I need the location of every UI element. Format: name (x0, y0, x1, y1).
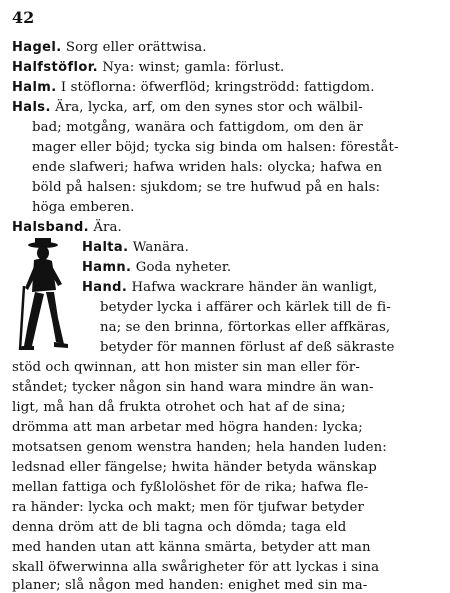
text-line: drömma att man arbetar med högra handen: lycka; (12, 420, 363, 435)
entry-hagel (12, 40, 207, 55)
headword: Halfstöflor. (12, 60, 98, 75)
definition: Ära. (89, 220, 122, 235)
definition: Wanära. (128, 240, 189, 255)
entry-halsband (12, 220, 122, 235)
entry-halta (82, 240, 189, 255)
text-line: stöd och qwinnan, att hon mister sin man eller för- (12, 360, 360, 375)
headword: Halm. (12, 80, 57, 95)
text-line: denna dröm att de bli tagna och dömda; taga eld (12, 520, 347, 535)
headword: Hagel. (12, 40, 62, 55)
definition: Sorg eller orättwisa. (61, 40, 207, 55)
definition: I stöflorna: öfwerflöd; kringströdd: fattigdom. (56, 80, 375, 95)
text-line: skall öfwerwinna alla swårigheter för att lyckas i sina (12, 560, 380, 575)
text-line: böld på halsen: sjukdom; se tre hufwud på en hals: (32, 180, 381, 195)
headword: Hand. (82, 280, 128, 295)
text-line: mellan fattiga och fyßlolöshet för de rika; hafwa fle- (12, 480, 369, 495)
text-line: ende slafweri; hafwa wriden hals: olycka; hafwa en (32, 160, 383, 175)
entry-hand (82, 280, 378, 295)
walking-man-illustration (10, 238, 74, 352)
definition: Ära, lycka, arf, om den synes stor och wälbil- (50, 100, 363, 115)
headword: Halta. (82, 240, 129, 255)
text-line: motsatsen genom wenstra handen; hela handen luden: (12, 440, 387, 455)
text-line: ra händer: lycka och makt; men för tjufwar betyder (12, 500, 364, 515)
text-line: ligt, må han då frukta otrohet och hat af de sina; (12, 400, 346, 415)
text-line: höga emberen. (32, 200, 135, 215)
text-line: planer; slå någon med handen: enighet med sin ma- (12, 578, 368, 593)
page-number: 42 (12, 8, 35, 27)
text-line: ledsnad eller fängelse; hwita händer betyda wänskap (12, 460, 377, 475)
text-line: mager eller böjd; tycka sig binda om halsen: föreståt- (32, 140, 399, 155)
headword: Hamn. (82, 260, 132, 275)
text-line: na; se den brinna, förtorkas eller affkäras, (100, 320, 391, 335)
entry-halfstoflor (12, 60, 284, 75)
text-line: ståndet; tycker någon sin hand wara mindre än wan- (12, 380, 374, 395)
headword: Hals. (12, 100, 51, 115)
text-line: bad; motgång, wanära och fattigdom, om den är (32, 120, 363, 135)
headword: Halsband. (12, 220, 90, 235)
entry-hals (12, 100, 363, 115)
definition: Hafwa wackrare händer än wanligt, (127, 280, 378, 295)
text-line: betyder för mannen förlust af deß säkraste (100, 340, 395, 355)
text-line: med handen utan att känna smärta, betyder att man (12, 540, 371, 555)
definition: Goda nyheter. (131, 260, 232, 275)
entry-hamn (82, 260, 231, 275)
definition: Nya: winst; gamla: förlust. (98, 60, 285, 75)
entry-halm (12, 80, 375, 95)
text-line: betyder lycka i affärer och kärlek till de fi- (100, 300, 391, 315)
